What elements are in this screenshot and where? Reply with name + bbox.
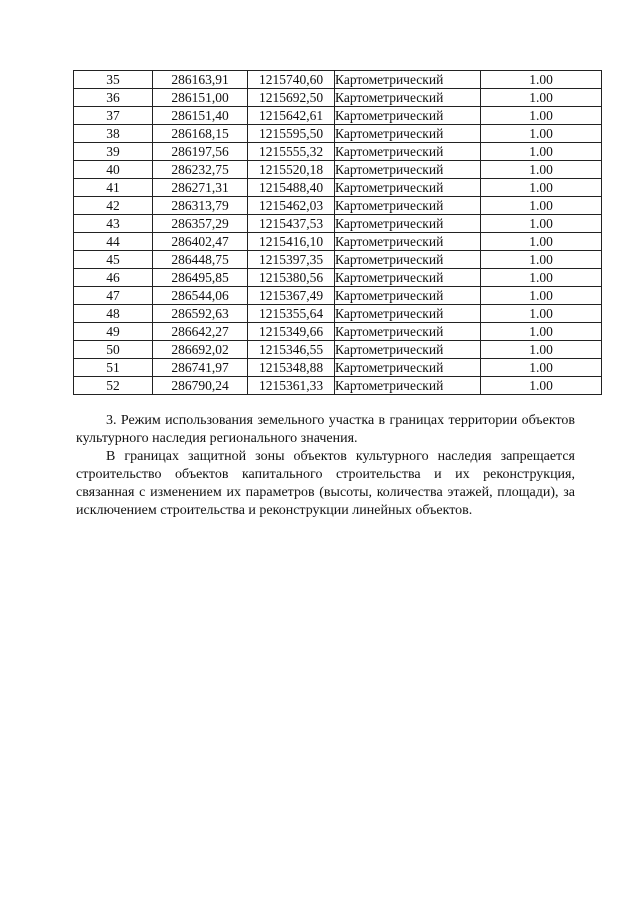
x-coordinate-cell: 286402,47 xyxy=(153,233,248,251)
point-number-cell: 50 xyxy=(74,341,153,359)
x-coordinate-cell: 286163,91 xyxy=(153,71,248,89)
accuracy-cell: 1.00 xyxy=(481,143,602,161)
method-cell: Картометрический xyxy=(335,161,481,179)
accuracy-cell: 1.00 xyxy=(481,287,602,305)
accuracy-cell: 1.00 xyxy=(481,377,602,395)
method-cell: Картометрический xyxy=(335,377,481,395)
method-cell: Картометрический xyxy=(335,323,481,341)
accuracy-cell: 1.00 xyxy=(481,323,602,341)
x-coordinate-cell: 286357,29 xyxy=(153,215,248,233)
y-coordinate-cell: 1215346,55 xyxy=(248,341,335,359)
point-number-cell: 37 xyxy=(74,107,153,125)
x-coordinate-cell: 286151,00 xyxy=(153,89,248,107)
accuracy-cell: 1.00 xyxy=(481,89,602,107)
method-cell: Картометрический xyxy=(335,89,481,107)
accuracy-cell: 1.00 xyxy=(481,107,602,125)
table-row xyxy=(74,269,602,287)
method-cell: Картометрический xyxy=(335,197,481,215)
method-cell: Картометрический xyxy=(335,287,481,305)
table-row xyxy=(74,215,602,233)
point-number-cell: 43 xyxy=(74,215,153,233)
method-cell: Картометрический xyxy=(335,125,481,143)
accuracy-cell: 1.00 xyxy=(481,179,602,197)
method-cell: Картометрический xyxy=(335,305,481,323)
x-coordinate-cell: 286197,56 xyxy=(153,143,248,161)
point-number-cell: 46 xyxy=(74,269,153,287)
point-number-cell: 47 xyxy=(74,287,153,305)
table-row xyxy=(74,89,602,107)
table-row xyxy=(74,197,602,215)
accuracy-cell: 1.00 xyxy=(481,341,602,359)
y-coordinate-cell: 1215380,56 xyxy=(248,269,335,287)
x-coordinate-cell: 286592,63 xyxy=(153,305,248,323)
accuracy-cell: 1.00 xyxy=(481,125,602,143)
x-coordinate-cell: 286271,31 xyxy=(153,179,248,197)
method-cell: Картометрический xyxy=(335,359,481,377)
y-coordinate-cell: 1215355,64 xyxy=(248,305,335,323)
regime-paragraph: 3. Режим использования земельного участка в границах территории объектов культурного наследия регионального значения. xyxy=(76,413,575,446)
point-number-cell: 48 xyxy=(74,305,153,323)
point-number-cell: 45 xyxy=(74,251,153,269)
accuracy-cell: 1.00 xyxy=(481,197,602,215)
x-coordinate-cell: 286151,40 xyxy=(153,107,248,125)
table-row xyxy=(74,377,602,395)
y-coordinate-cell: 1215520,18 xyxy=(248,161,335,179)
accuracy-cell: 1.00 xyxy=(481,269,602,287)
x-coordinate-cell: 286232,75 xyxy=(153,161,248,179)
y-coordinate-cell: 1215349,66 xyxy=(248,323,335,341)
x-coordinate-cell: 286313,79 xyxy=(153,197,248,215)
accuracy-cell: 1.00 xyxy=(481,305,602,323)
y-coordinate-cell: 1215361,33 xyxy=(248,377,335,395)
y-coordinate-cell: 1215692,50 xyxy=(248,89,335,107)
x-coordinate-cell: 286692,02 xyxy=(153,341,248,359)
point-number-cell: 40 xyxy=(74,161,153,179)
table-row xyxy=(74,251,602,269)
method-cell: Картометрический xyxy=(335,269,481,287)
y-coordinate-cell: 1215348,88 xyxy=(248,359,335,377)
point-number-cell: 49 xyxy=(74,323,153,341)
y-coordinate-cell: 1215555,32 xyxy=(248,143,335,161)
table-row xyxy=(74,359,602,377)
table-row xyxy=(74,323,602,341)
y-coordinate-cell: 1215642,61 xyxy=(248,107,335,125)
y-coordinate-cell: 1215397,35 xyxy=(248,251,335,269)
y-coordinate-cell: 1215437,53 xyxy=(248,215,335,233)
x-coordinate-cell: 286790,24 xyxy=(153,377,248,395)
accuracy-cell: 1.00 xyxy=(481,251,602,269)
point-number-cell: 52 xyxy=(74,377,153,395)
point-number-cell: 39 xyxy=(74,143,153,161)
accuracy-cell: 1.00 xyxy=(481,71,602,89)
coordinates-table xyxy=(73,70,602,395)
table-row xyxy=(74,125,602,143)
y-coordinate-cell: 1215462,03 xyxy=(248,197,335,215)
point-number-cell: 41 xyxy=(74,179,153,197)
accuracy-cell: 1.00 xyxy=(481,233,602,251)
table-row xyxy=(74,287,602,305)
method-cell: Картометрический xyxy=(335,71,481,89)
method-cell: Картометрический xyxy=(335,341,481,359)
x-coordinate-cell: 286495,85 xyxy=(153,269,248,287)
table-row xyxy=(74,161,602,179)
point-number-cell: 42 xyxy=(74,197,153,215)
x-coordinate-cell: 286642,27 xyxy=(153,323,248,341)
table-row xyxy=(74,71,602,89)
table-row xyxy=(74,107,602,125)
y-coordinate-cell: 1215367,49 xyxy=(248,287,335,305)
point-number-cell: 44 xyxy=(74,233,153,251)
point-number-cell: 36 xyxy=(74,89,153,107)
y-coordinate-cell: 1215488,40 xyxy=(248,179,335,197)
accuracy-cell: 1.00 xyxy=(481,215,602,233)
x-coordinate-cell: 286168,15 xyxy=(153,125,248,143)
y-coordinate-cell: 1215595,50 xyxy=(248,125,335,143)
point-number-cell: 35 xyxy=(74,71,153,89)
method-cell: Картометрический xyxy=(335,143,481,161)
accuracy-cell: 1.00 xyxy=(481,161,602,179)
point-number-cell: 38 xyxy=(74,125,153,143)
table-row xyxy=(74,341,602,359)
x-coordinate-cell: 286544,06 xyxy=(153,287,248,305)
point-number-cell: 51 xyxy=(74,359,153,377)
table-row xyxy=(74,143,602,161)
table-row xyxy=(74,233,602,251)
x-coordinate-cell: 286448,75 xyxy=(153,251,248,269)
table-row xyxy=(74,179,602,197)
table-row xyxy=(74,305,602,323)
method-cell: Картометрический xyxy=(335,179,481,197)
method-cell: Картометрический xyxy=(335,215,481,233)
coordinates-table-body xyxy=(74,71,602,395)
method-cell: Картометрический xyxy=(335,107,481,125)
y-coordinate-cell: 1215740,60 xyxy=(248,71,335,89)
restriction-paragraph: В границах защитной зоны объектов культурного наследия запрещается строительство объектов капитального строительства и их реконструкция, связанная с изменением их параметров (высоты, количества этажей, площади), за исключением строительства и реконструкции линейных объектов. xyxy=(76,449,575,518)
method-cell: Картометрический xyxy=(335,251,481,269)
y-coordinate-cell: 1215416,10 xyxy=(248,233,335,251)
accuracy-cell: 1.00 xyxy=(481,359,602,377)
x-coordinate-cell: 286741,97 xyxy=(153,359,248,377)
method-cell: Картометрический xyxy=(335,233,481,251)
